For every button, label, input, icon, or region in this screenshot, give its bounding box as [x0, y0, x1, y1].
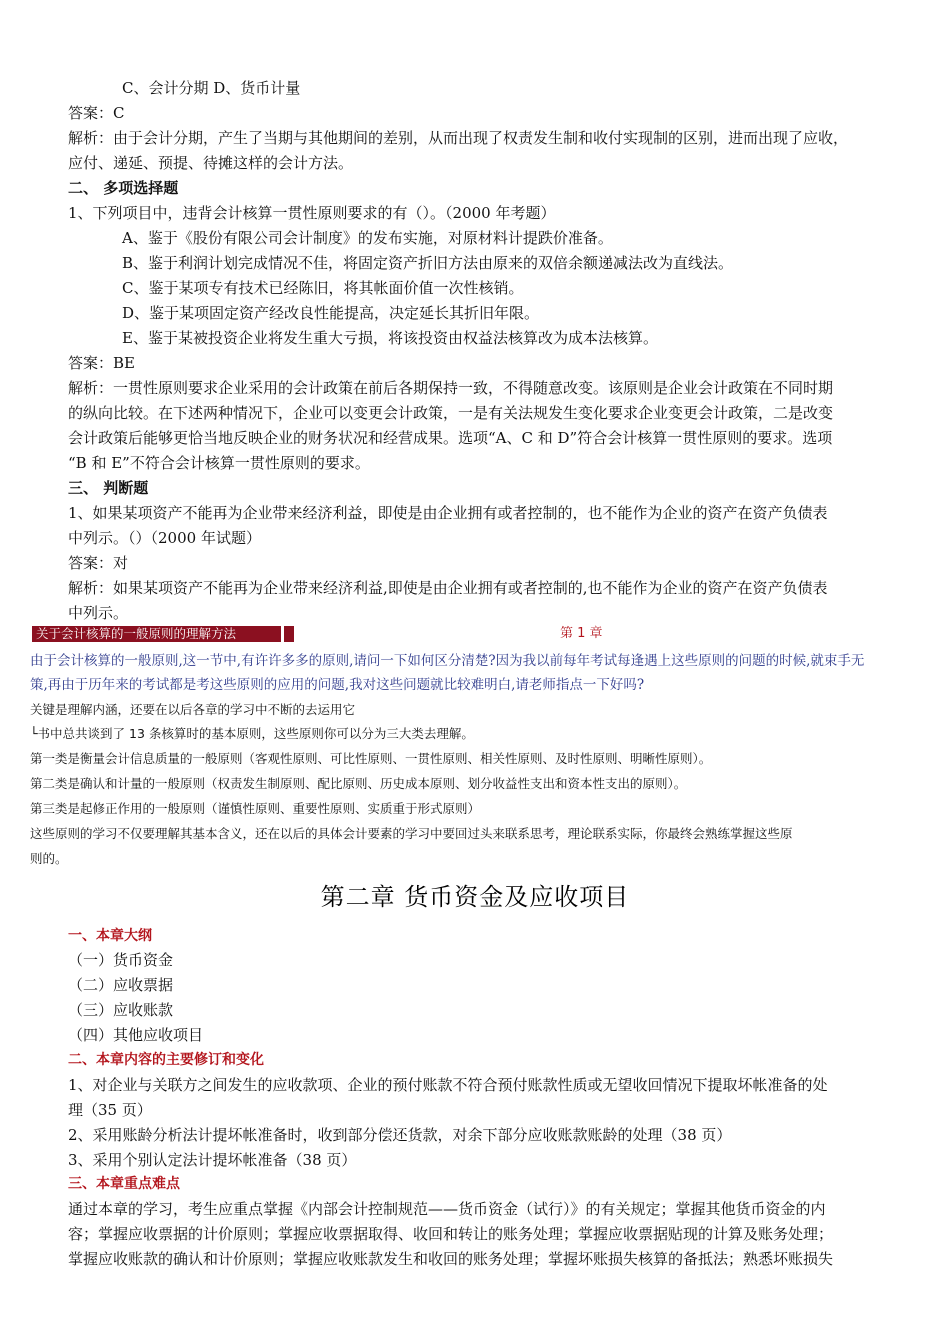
- revision-line: 理（35 页）: [68, 1101, 152, 1119]
- forum-answer-line: 关键是理解内涵，还要在以后各章的学习中不断的去运用它: [30, 702, 356, 717]
- forum-question-line: 由于会计核算的一般原则,这一节中,有许许多多的原则,请问一下如何区分清楚?因为我以前每年考试每逢遇上这些原则的问题的时候,就束手无: [30, 653, 865, 669]
- question-line: 1、如果某项资产不能再为企业带来经济利益，即使是由企业拥有或者控制的，也不能作为企业的资产在资产负债表: [68, 504, 828, 522]
- option-line: C、会计分期 D、货币计量: [122, 79, 301, 97]
- revision-line: 3、采用个别认定法计提坏帐准备（38 页）: [68, 1151, 357, 1169]
- forum-answer-line: 第一类是衡量会计信息质量的一般原则（客观性原则、可比性原则、一贯性原则、相关性原则、及时性原则、明晰性原则）。: [30, 751, 712, 766]
- forum-topic-bar: [32, 626, 294, 642]
- forum-answer-line: └书中总共谈到了 13 条核算时的基本原则，这些原则你可以分为三大类去理解。: [30, 726, 474, 741]
- option-line: B、鉴于利润计划完成情况不佳，将固定资产折旧方法由原来的双倍余额递减法改为直线法。: [122, 254, 734, 272]
- analysis-line: 解析：如果某项资产不能再为企业带来经济利益,即使是由企业拥有或者控制的,也不能作为企业的资产在资产负债表: [68, 579, 828, 597]
- key-points-line: 容；掌握应收票据的计价原则；掌握应收票据取得、收回和转让的账务处理；掌握应收票据贴现的计算及账务处理；: [68, 1225, 834, 1243]
- forum-answer-line: 第三类是起修正作用的一般原则（谨慎性原则、重要性原则、实质重于形式原则）: [30, 801, 481, 816]
- answer-line: 答案：对: [68, 554, 129, 572]
- question-line: 中列示。（）（2000 年试题）: [68, 529, 261, 547]
- key-points-line: 掌握应收账款的确认和计价原则；掌握应收账款发生和收回的账务处理；掌握坏账损失核算的备抵法；熟悉坏账损失: [68, 1250, 834, 1268]
- analysis-line: 中列示。: [68, 604, 129, 622]
- option-line: E、鉴于某被投资企业将发生重大亏损，将该投资由权益法核算改为成本法核算。: [122, 329, 658, 347]
- outline-item: （一）货币资金: [68, 951, 174, 969]
- question-line: 1、下列项目中，违背会计核算一贯性原则要求的有（）。（2000 年考题）: [68, 204, 556, 222]
- answer-line: 答案：BE: [68, 354, 135, 372]
- chapter-section-heading: 二、本章内容的主要修订和变化: [68, 1052, 264, 1068]
- outline-item: （三）应收账款: [68, 1001, 174, 1019]
- forum-question-line: 策,再由于历年来的考试都是考这些原则的应用的问题,我对这些问题就比较难明白,请老师指点一下好吗?: [30, 677, 645, 693]
- forum-answer-line: 则的。: [30, 851, 68, 866]
- option-line: D、鉴于某项固定资产经改良性能提高，决定延长其折旧年限。: [122, 304, 540, 322]
- chapter-section-heading: 一、本章大纲: [68, 928, 152, 944]
- forum-topic-title: 关于会计核算的一般原则的理解方法: [36, 626, 237, 641]
- analysis-line: 的纵向比较。在下述两种情况下，企业可以变更会计政策，一是有关法规发生变化要求企业变更会计政策，二是改变: [68, 404, 834, 422]
- chapter-title: 第二章 货币资金及应收项目: [320, 883, 630, 911]
- forum-answer-line: 第二类是确认和计量的一般原则（权责发生制原则、配比原则、历史成本原则、划分收益性支出和资本性支出的原则）。: [30, 776, 687, 791]
- revision-line: 1、对企业与关联方之间发生的应收款项、企业的预付账款不符合预付账款性质或无望收回情况下提取坏帐准备的处: [68, 1076, 828, 1094]
- analysis-line: 会计政策后能够更恰当地反映企业的财务状况和经营成果。选项“A、C 和 D”符合会计核算一贯性原则的要求。选项: [68, 429, 833, 447]
- section-heading: 二、 多项选择题: [68, 179, 179, 197]
- answer-line: 答案：C: [68, 104, 125, 122]
- analysis-line: “B 和 E”不符合会计核算一贯性原则的要求。: [68, 454, 370, 472]
- analysis-line: 应付、递延、预提、待摊这样的会计方法。: [68, 154, 354, 172]
- option-line: A、鉴于《股份有限公司会计制度》的发布实施，对原材料计提跌价准备。: [122, 229, 613, 247]
- revision-line: 2、采用账龄分析法计提坏帐准备时，收到部分偿还货款，对余下部分应收账款账龄的处理（38 页）: [68, 1126, 732, 1144]
- chapter-section-heading: 三、本章重点难点: [68, 1176, 180, 1192]
- forum-chapter-label: 第 1 章: [560, 626, 603, 641]
- outline-item: （二）应收票据: [68, 976, 174, 994]
- key-points-line: 通过本章的学习，考生应重点掌握《内部会计控制规范——货币资金（试行）》的有关规定；掌握其他货币资金的内: [68, 1200, 826, 1218]
- forum-answer-line: 这些原则的学习不仅要理解其基本含义，还在以后的具体会计要素的学习中要回过头来联系思考，理论联系实际，你最终会熟练掌握这些原: [30, 826, 793, 841]
- section-heading: 三、 判断题: [68, 479, 149, 497]
- analysis-line: 解析：一贯性原则要求企业采用的会计政策在前后各期保持一致，不得随意改变。该原则是企业会计政策在不同时期: [68, 379, 834, 397]
- bar-divider: [281, 626, 284, 642]
- option-line: C、鉴于某项专有技术已经陈旧，将其帐面价值一次性核销。: [122, 279, 524, 297]
- analysis-line: 解析：由于会计分期，产生了当期与其他期间的差别，从而出现了权责发生制和收付实现制的区别，进而出现了应收，: [68, 129, 849, 147]
- outline-item: （四）其他应收项目: [68, 1026, 204, 1044]
